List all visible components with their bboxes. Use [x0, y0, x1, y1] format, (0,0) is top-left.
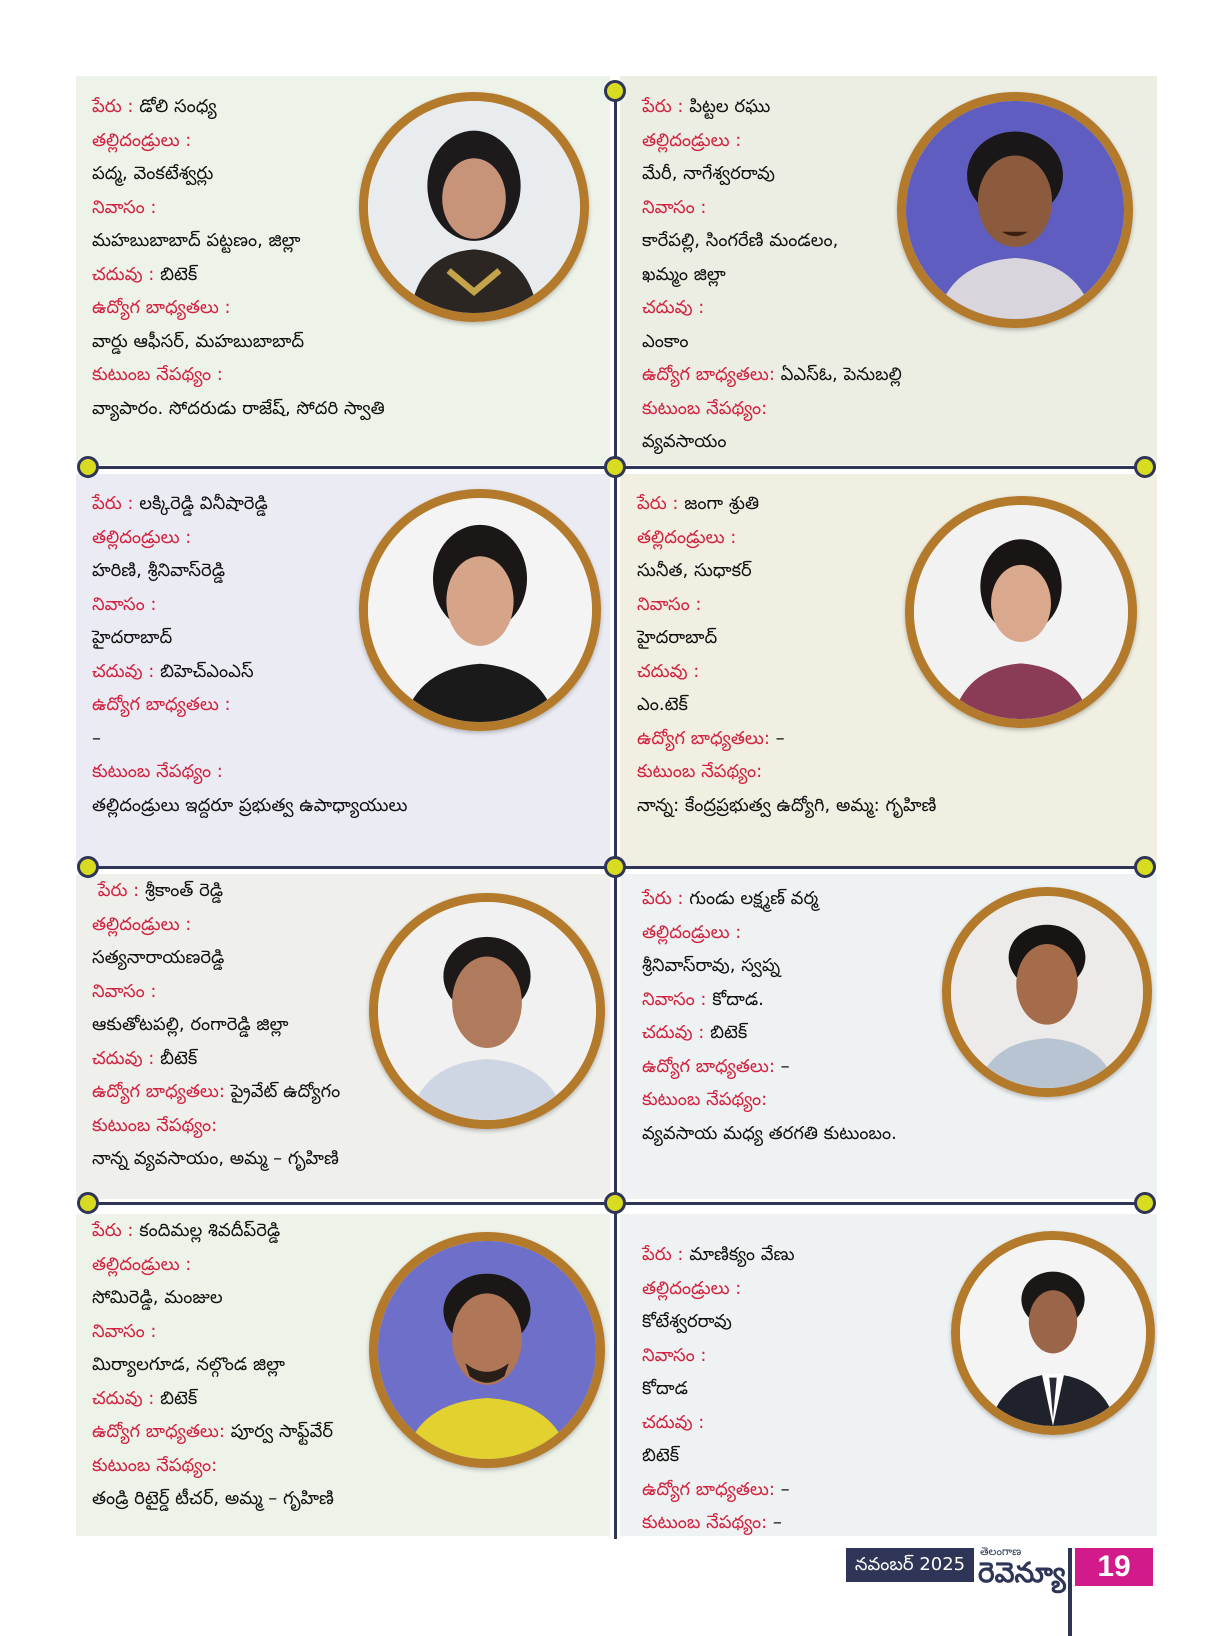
job-label: ఉద్యోగ బాధ్యతలు: [642, 1055, 781, 1077]
job-label: ఉద్యోగ బాధ్యతలు: [92, 1421, 231, 1442]
education-label: చదువు : [92, 263, 161, 285]
education-label: చదువు : [642, 1022, 711, 1043]
profile-3-info [92, 487, 407, 822]
family-value: – [772, 1512, 782, 1533]
magazine-brand: రెవెన్యూ [978, 1556, 1066, 1589]
profile-photo [359, 489, 601, 731]
profile-photo [897, 92, 1133, 328]
job-value: – [775, 727, 785, 749]
name-label: పేరు : [92, 493, 134, 514]
name-label: పేరు : [92, 1220, 134, 1241]
grid-dot [604, 1192, 626, 1214]
parents-label: తల్లిదండ్రులు : [92, 526, 192, 548]
education-value: బిటెక్ [160, 1387, 198, 1409]
education-value: ఎం.టెక్ [637, 694, 688, 715]
profile-name: శ్రీకాంత్ రెడ్డి [144, 880, 224, 901]
job-label: ఉద్యోగ బాధ్యతలు: [637, 727, 776, 749]
family-label: కుటుంబ నేపథ్యం: [642, 1089, 768, 1110]
parents-value: పద్మ, వెంకటేశ్వర్లు [92, 163, 214, 184]
education-label: చదువు : [642, 297, 705, 318]
family-label: కుటుంబ నేపథ్యం: [642, 1512, 773, 1533]
profile-8-info [642, 1238, 795, 1540]
parents-value: మేరీ, నాగేశ్వరరావు [642, 163, 776, 184]
education-value: బిహెచ్‌ఎంఎస్ [160, 660, 254, 682]
family-value: తండ్రి రిటైర్డ్ టీచర్, అమ్మ – గృహిణి [92, 1488, 334, 1509]
parents-label: తల్లిదండ్రులు : [92, 1253, 192, 1275]
education-value: బీటెక్ [160, 1047, 198, 1069]
grid-dot [1134, 1192, 1156, 1214]
name-label: పేరు : [637, 493, 679, 514]
parents-value: సునీత, సుధాకర్ [637, 560, 752, 581]
page-number: 19 [1075, 1548, 1153, 1586]
profile-photo [905, 496, 1137, 728]
job-label: ఉద్యోగ బాధ్యతలు : [92, 694, 231, 715]
profile-5-info [92, 874, 340, 1176]
job-value: – [780, 1478, 790, 1500]
residence-label: నివాసం : [637, 593, 702, 615]
grid-dot [77, 1192, 99, 1214]
profile-name: మాణిక్యం వేణు [689, 1244, 795, 1265]
residence-label: నివాసం : [642, 988, 713, 1010]
profile-1-info [92, 90, 385, 425]
job-value: పూర్వ సాఫ్ట్‌వేర్ [230, 1421, 334, 1442]
family-value: వ్యవసాయ మధ్య తరగతి కుటుంబం. [642, 1122, 897, 1144]
job-label: ఉద్యోగ బాధ్యతలు : [92, 297, 231, 318]
parents-label: తల్లిదండ్రులు : [642, 129, 742, 151]
profile-photo [942, 887, 1152, 1097]
residence-label: నివాసం : [92, 980, 157, 1002]
education-label: చదువు : [642, 1411, 705, 1433]
profile-2-info [642, 90, 902, 459]
parents-label: తల్లిదండ్రులు : [642, 1277, 742, 1299]
education-value: బిటెక్ [160, 263, 198, 285]
residence-label: నివాసం : [92, 1320, 157, 1342]
parents-value: సోమిరెడ్డి, మంజుల [92, 1287, 223, 1308]
grid-dot [604, 456, 626, 478]
residence-value-2: ఖమ్మం జిల్లా [642, 263, 726, 285]
profile-name: పిట్టల రఘు [689, 96, 771, 117]
job-value: – [92, 727, 101, 749]
page-number-bar [1068, 1548, 1072, 1636]
education-value: ఎంకాం [642, 330, 689, 352]
issue-date: నవంబర్ 2025 [846, 1548, 974, 1582]
parents-value: హరిణి, శ్రీనివాస్‌రెడ్డి [92, 560, 226, 581]
residence-label: నివాసం : [642, 196, 707, 218]
profile-4-info [637, 487, 936, 822]
profile-name: లక్కిరెడ్డి వినీషారెడ్డి [139, 493, 268, 514]
job-label: ఉద్యోగ బాధ్యతలు: [92, 1081, 231, 1102]
profile-photo [369, 893, 605, 1129]
grid-dot [604, 856, 626, 878]
grid-dot [1134, 456, 1156, 478]
job-label: ఉద్యోగ బాధ్యతలు: [642, 364, 781, 385]
residence-value: హైదరాబాద్ [92, 627, 173, 648]
name-label: పేరు : [92, 96, 134, 117]
parents-value: శ్రీనివాస్‌రావు, స్వప్న [642, 955, 781, 976]
family-label: కుటుంబ నేపథ్యం: [92, 1454, 218, 1476]
family-label: కుటుంబ నేపథ్యం : [92, 761, 223, 782]
education-value: బిటెక్ [642, 1445, 680, 1466]
residence-value: కోదాడ [642, 1378, 688, 1399]
education-label: చదువు : [637, 660, 700, 682]
profile-6-info [642, 882, 897, 1150]
residence-label: నివాసం : [642, 1344, 707, 1366]
profile-name: జంగా శ్రుతి [684, 493, 760, 514]
residence-value: కోదాడ. [712, 988, 764, 1010]
residence-label: నివాసం : [92, 196, 157, 218]
parents-label: తల్లిదండ్రులు : [92, 913, 192, 935]
name-label: పేరు : [642, 96, 684, 117]
family-value: తల్లిదండ్రులు ఇద్దరూ ప్రభుత్వ ఉపాధ్యాయులు [92, 794, 408, 816]
grid-dot [77, 456, 99, 478]
grid-dot [1134, 856, 1156, 878]
residence-value: హైదరాబాద్ [637, 627, 718, 648]
parents-value: సత్యనారాయణరెడ్డి [92, 947, 225, 968]
job-value: ఏఎస్ఓ, పెనుబల్లి [780, 364, 902, 385]
profile-photo [951, 1231, 1155, 1435]
grid-vertical-divider [614, 82, 617, 1539]
parents-label: తల్లిదండ్రులు : [92, 129, 192, 151]
residence-value: మిర్యాలగూడ, నల్గొండ జిల్లా [92, 1354, 285, 1375]
grid-dot [604, 80, 626, 102]
magazine-brand-small: తెలంగాణ [980, 1545, 1022, 1558]
name-label: పేరు : [97, 880, 140, 901]
parents-label: తల్లిదండ్రులు : [642, 921, 742, 943]
family-value: వ్యాపారం. సోదరుడు రాజేష్, సోదరి స్వాతి [92, 397, 385, 419]
profile-photo [359, 92, 589, 322]
profile-name: గుండు లక్ష్మణ్ వర్మ [689, 888, 819, 909]
profile-name: డోలి సంధ్య [139, 96, 217, 117]
job-value: ప్రైవేట్ ఉద్యోగం [230, 1081, 341, 1102]
family-label: కుటుంబ నేపథ్యం: [642, 397, 768, 419]
residence-value: కారేపల్లి, సింగరేణి మండలం, [642, 230, 839, 251]
family-value: నాన్న వ్యవసాయం, అమ్మ – గృహిణి [92, 1148, 339, 1169]
job-value: – [780, 1055, 790, 1077]
family-label: కుటుంబ నేపథ్యం : [92, 364, 223, 385]
parents-value: కోటేశ్వరరావు [642, 1311, 732, 1332]
family-value: వ్యవసాయం [642, 431, 727, 452]
residence-label: నివాసం : [92, 593, 157, 615]
parents-label: తల్లిదండ్రులు : [637, 526, 737, 548]
profile-name: కందిమల్ల శివదీప్‌రెడ్డి [139, 1220, 281, 1241]
education-label: చదువు : [92, 660, 161, 682]
name-label: పేరు : [642, 888, 684, 909]
job-value: వార్డు ఆఫీసర్, మహబుబాబాద్ [92, 330, 305, 352]
family-label: కుటుంబ నేపథ్యం: [92, 1114, 218, 1136]
education-label: చదువు : [92, 1047, 161, 1069]
family-label: కుటుంబ నేపథ్యం: [637, 761, 763, 782]
profile-photo [369, 1232, 605, 1468]
name-label: పేరు : [642, 1244, 684, 1265]
family-value: నాన్న: కేంద్రప్రభుత్వ ఉద్యోగి, అమ్మ: గృహిణి [637, 794, 937, 816]
residence-value: మహబుబాబాద్ పట్టణం, జిల్లా [92, 230, 301, 251]
education-label: చదువు : [92, 1387, 161, 1409]
education-value: బిటెక్ [710, 1022, 748, 1043]
job-label: ఉద్యోగ బాధ్యతలు: [642, 1478, 781, 1500]
residence-value: ఆకుతోటపల్లి, రంగారెడ్డి జిల్లా [92, 1014, 289, 1035]
profile-7-info [92, 1214, 334, 1516]
